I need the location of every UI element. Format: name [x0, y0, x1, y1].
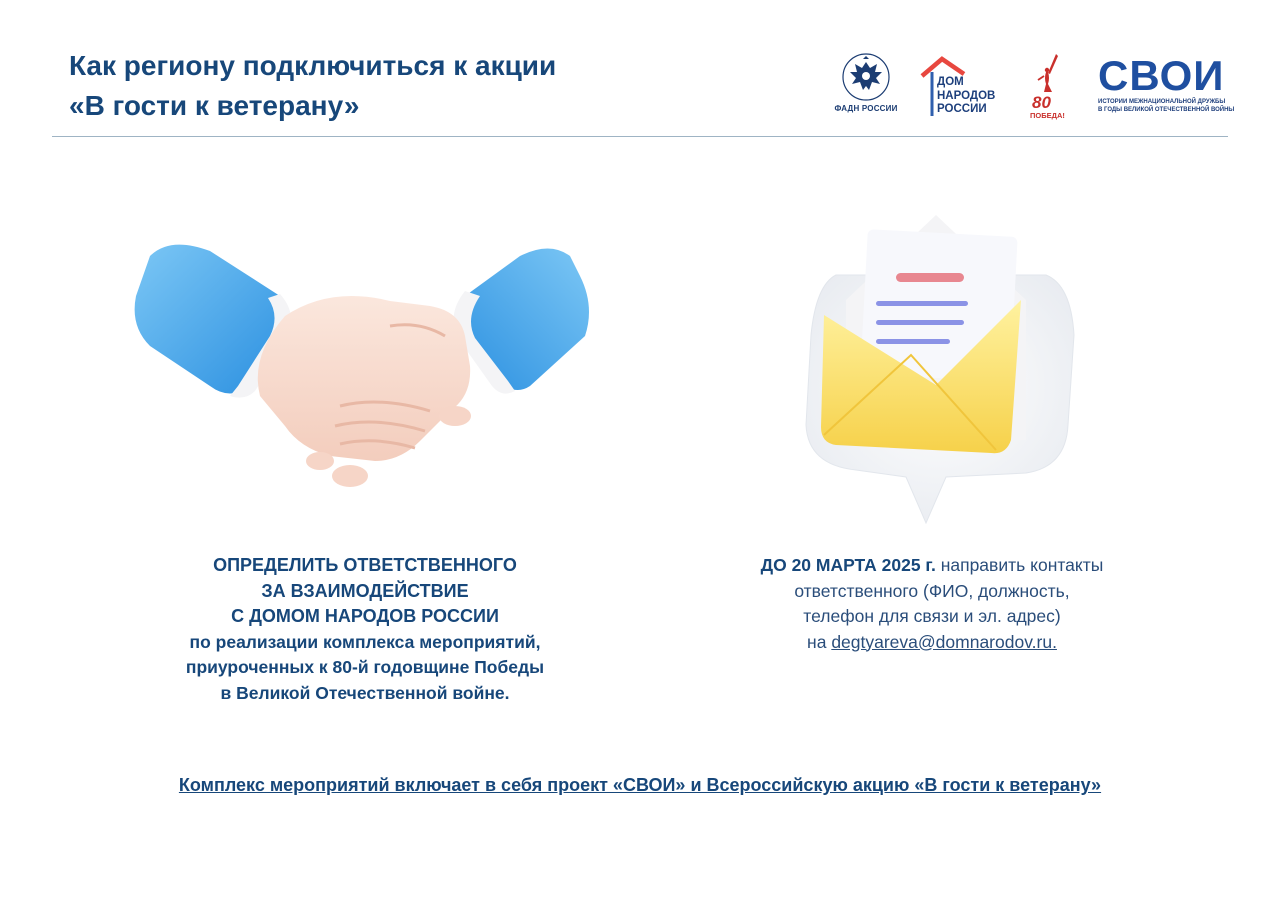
motherland-calls-statue-icon: [1028, 52, 1068, 112]
dom-line-2: НАРОДОВ: [937, 89, 996, 102]
dom-narodov-logo: [920, 56, 1006, 120]
dom-line-3: РОССИИ: [937, 103, 987, 115]
title-line-2: «В гости к ветерану»: [69, 90, 360, 121]
left-text-block: [115, 553, 615, 706]
footer-link[interactable]: Комплекс мероприятий включает в себя проект «СВОИ» и Всероссийскую акцию «В гости к ветерану»: [178, 775, 1102, 795]
fadn-logo: [832, 52, 900, 120]
double-headed-eagle-emblem-icon: [841, 52, 891, 102]
left-caps-line-2: ЗА ВЗАИМОДЕЙСТВИЕ: [261, 580, 469, 601]
title-line-1: Как региону подключиться к акции: [69, 50, 557, 81]
header-divider: [52, 136, 1228, 137]
left-line-5: приуроченных к 80-й годовщине Победы: [185, 657, 545, 677]
right-line-1: [682, 553, 1182, 579]
handshake-icon: [130, 236, 600, 506]
svoi-subtitle-1: ИСТОРИИ МЕЖНАЦИОНАЛЬНОЙ ДРУЖБЫ: [1098, 99, 1226, 105]
pobeda-80-logo: [1028, 52, 1068, 122]
right-line-2: ответственного (ФИО, должность,: [794, 580, 1070, 601]
right-text-block: [682, 553, 1182, 655]
deadline-text: ДО 20 МАРТА 2025 г.: [760, 555, 936, 575]
envelope-letter-icon: [796, 205, 1086, 525]
left-line-4: по реализации комплекса мероприятий,: [189, 631, 541, 652]
right-line-4-prefix: на: [807, 631, 832, 652]
dom-line-1: ДОМ: [937, 76, 964, 88]
svoi-logo: [1098, 52, 1235, 116]
fadn-caption: ФАДН РОССИИ: [834, 104, 898, 113]
pobeda-number: 80: [1032, 93, 1051, 112]
pobeda-caption: ПОБЕДА!: [1030, 111, 1065, 120]
right-line-1-rest: направить контакты: [935, 555, 1104, 575]
email-link[interactable]: degtyareva@domnarodov.ru.: [831, 631, 1057, 652]
right-line-3: телефон для связи и эл. адрес): [803, 606, 1061, 626]
right-line-4: [682, 630, 1182, 656]
left-caps-line-3: С ДОМОМ НАРОДОВ РОССИИ: [231, 606, 499, 626]
svoi-wordmark: СВОИ: [1098, 52, 1225, 99]
left-line-6: в Великой Отечественной войне.: [220, 682, 510, 703]
page-title: [69, 46, 556, 126]
svoi-subtitle-2: В ГОДЫ ВЕЛИКОЙ ОТЕЧЕСТВЕННОЙ ВОЙНЫ: [1098, 107, 1235, 113]
left-caps-line-1: ОПРЕДЕЛИТЬ ОТВЕТСТВЕННОГО: [213, 555, 517, 575]
